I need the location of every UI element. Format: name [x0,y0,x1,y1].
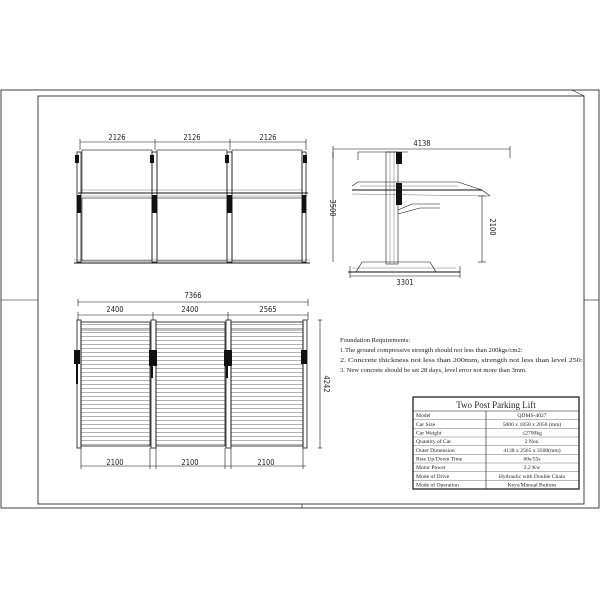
bay-width-label: 2126 [108,133,126,142]
spec-row-label: Quantity of Car [416,439,452,446]
spec-row-value: QDMS-4027 [517,413,547,420]
spec-table-title: Two Post Parking Lift [456,400,536,410]
foundation-item: 3. New concrete should be set 28 days, level error not more than 3mm. [340,367,527,374]
foundation-item: 1.The ground compressive strength should not less than 200kgs/cm2: [340,347,523,354]
spec-row-value: Keys/Manual Buttons [507,482,557,489]
total-width-label: 7366 [184,291,202,300]
spec-row-value: Hydraulic with Double Chain [498,473,566,480]
spec-row-label: Motor Power [416,465,446,472]
spec-row-value: 2.2 Kw [523,465,541,472]
foundation-heading: Foundation Requirements: [340,337,411,344]
plan-view [74,291,331,469]
plan-bay-width-label: 2400 [106,305,124,314]
bottom-width-label: 2100 [106,458,124,467]
spec-row-value: 2 Nos. [524,439,540,446]
plan-bay-width-label: 2565 [259,305,277,314]
depth-label: 4242 [322,375,331,393]
plan-bay-width-label: 2400 [181,305,199,314]
spec-row-label: Rise Up/Down Time [416,456,463,463]
foundation-item: 2. Concrete thickness not less than 200mm, strength not less than level 250: [340,357,584,364]
bay-width-label: 2126 [259,133,277,142]
spec-row-label: Model [416,413,431,420]
lift-height-label: 2100 [488,218,497,236]
spec-row-label: Car Size [416,421,436,428]
base-length-label: 3301 [396,278,414,287]
front-elevation-view [74,133,310,263]
side-elevation-view [328,139,510,287]
foundation-notes [340,337,583,374]
spec-row-value: 60s/55s [523,456,541,463]
bottom-width-label: 2100 [257,458,275,467]
frame-tick [572,90,584,96]
spec-row-value: ≤2700kg [522,430,542,437]
spec-row-value: 5000 x 1850 x 2050 (mm) [502,421,562,428]
side-width-label: 4138 [413,139,431,148]
bottom-width-label: 2100 [181,458,199,467]
spec-table [413,397,579,489]
spec-row-value: 4138 x 2565 x 3500(mm) [503,447,561,454]
spec-row-label: Mode of Operation [416,482,459,489]
side-height-label: 3500 [328,199,337,217]
spec-row-label: Outer Dimension [416,447,455,454]
bay-width-label: 2126 [183,133,201,142]
spec-row-label: Car Weight [416,430,442,437]
spec-row-label: Mode of Drive [416,473,450,480]
